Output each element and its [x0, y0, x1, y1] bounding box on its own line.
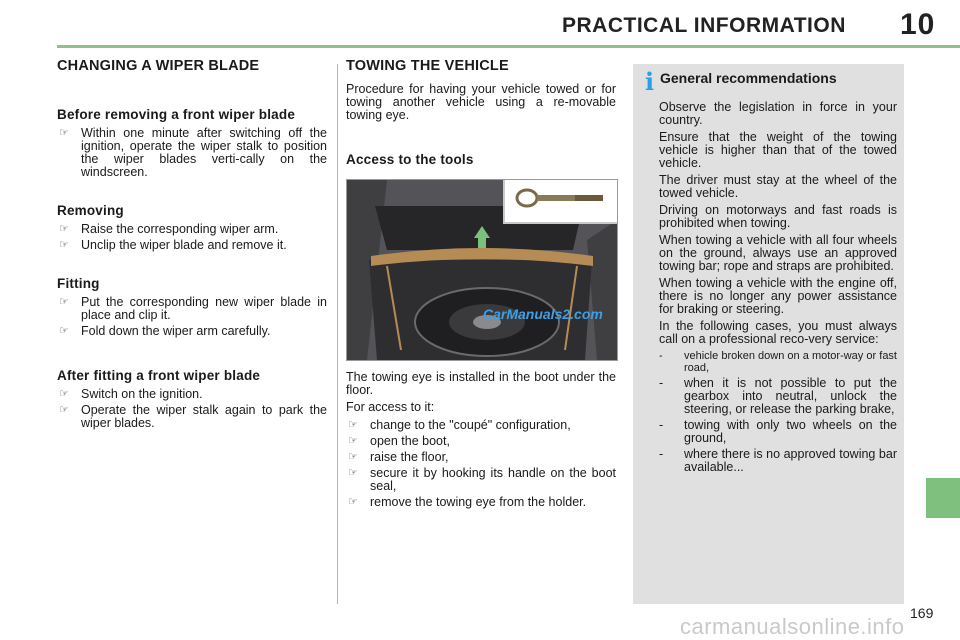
- info-icon: i: [645, 67, 655, 96]
- recommendation-paragraph: In the following cases, you must always call on a professional reco-very service:: [659, 319, 897, 346]
- fitting-heading: Fitting: [57, 276, 100, 291]
- access-steps-list: [346, 419, 616, 509]
- towing-eye-icon: [505, 180, 617, 222]
- list-item: ☞ raise the floor,: [348, 450, 449, 464]
- list-item: ☞ Put the corresponding new wiper blade in place and clip it.: [59, 295, 327, 322]
- pointing-hand-icon: ☞: [59, 388, 69, 400]
- access-intro: For access to it:: [346, 400, 435, 414]
- pointing-hand-icon: ☞: [348, 435, 358, 447]
- list-item: - when it is not possible to put the gearbox into neutral, unlock the steering, or release the parking brake,: [659, 376, 897, 416]
- wiper-column: [57, 60, 327, 433]
- chapter-side-tab: [926, 478, 960, 518]
- pointing-hand-icon: ☞: [59, 223, 69, 235]
- list-item: ☞ Switch on the ignition.: [59, 387, 203, 401]
- list-item: ☞ Within one minute after switching off the ignition, operate the wiper stalk to position the wiper blades verti-cally on the windscreen.: [59, 126, 327, 179]
- page-header-title: PRACTICAL INFORMATION: [562, 14, 846, 37]
- list-item: ☞ remove the towing eye from the holder.: [348, 495, 587, 509]
- recommendation-paragraph: Observe the legislation in force in your country.: [659, 100, 897, 127]
- removing-heading: Removing: [57, 203, 124, 218]
- header-rule: [57, 45, 960, 48]
- after-fitting-list: [57, 388, 327, 430]
- pointing-hand-icon: ☞: [59, 127, 69, 139]
- list-item: ☞ Raise the corresponding wiper arm.: [59, 222, 279, 236]
- recommendations-box: [633, 64, 904, 604]
- pointing-hand-icon: ☞: [59, 239, 69, 251]
- pointing-hand-icon: ☞: [59, 296, 69, 308]
- list-item: - towing with only two wheels on the ground,: [659, 418, 897, 445]
- pointing-hand-icon: ☞: [59, 404, 69, 416]
- list-item: ☞ secure it by hooking its handle on the boot seal,: [348, 466, 616, 493]
- pointing-hand-icon: ☞: [348, 496, 358, 508]
- chapter-number: 10: [900, 8, 936, 41]
- recommendation-paragraph: When towing a vehicle with the engine off, there is no longer any power assistance for braking or steering.: [659, 276, 897, 316]
- before-removing-list: [57, 127, 327, 179]
- footer-watermark: carmanualsonline.info: [680, 614, 905, 639]
- towing-section-title: TOWING THE VEHICLE: [346, 58, 509, 74]
- fitting-list: [57, 296, 327, 338]
- photo-watermark: CarManuals2.com: [483, 306, 603, 322]
- recovery-cases-list: [656, 350, 897, 474]
- list-item: ☞ Fold down the wiper arm carefully.: [59, 324, 271, 338]
- wiper-section-title: CHANGING A WIPER BLADE: [57, 58, 260, 74]
- recommendation-paragraph: When towing a vehicle with all four wheels on the ground, always use an approved towing bar; rope and straps are prohibited.: [659, 233, 897, 273]
- boot-photo: [346, 179, 618, 361]
- towing-eye-inset: [503, 180, 617, 224]
- list-item: ☞ Unclip the wiper blade and remove it.: [59, 238, 287, 252]
- column-divider: [337, 64, 338, 604]
- recommendations-content: [656, 72, 897, 477]
- pointing-hand-icon: ☞: [59, 325, 69, 337]
- towing-column: [346, 60, 616, 512]
- after-fitting-heading: After fitting a front wiper blade: [57, 368, 261, 383]
- recommendation-paragraph: Driving on motorways and fast roads is prohibited when towing.: [659, 203, 897, 230]
- before-removing-heading: Before removing a front wiper blade: [57, 107, 296, 122]
- page-number: 169: [910, 605, 934, 621]
- pointing-hand-icon: ☞: [348, 419, 358, 431]
- recommendations-title: General recommendations: [660, 70, 837, 86]
- pointing-hand-icon: ☞: [348, 451, 358, 463]
- access-tools-heading: Access to the tools: [346, 152, 474, 167]
- list-item: ☞ change to the "coupé" configuration,: [348, 418, 571, 432]
- recommendation-paragraph: The driver must stay at the wheel of the towed vehicle.: [659, 173, 897, 200]
- towing-eye-location: The towing eye is installed in the boot under the floor.: [346, 370, 616, 397]
- pointing-hand-icon: ☞: [348, 467, 358, 479]
- list-item: - vehicle broken down on a motor-way or fast road,: [659, 350, 897, 374]
- removing-list: [57, 223, 327, 252]
- list-item: - where there is no approved towing bar available...: [659, 447, 897, 474]
- list-item: ☞ open the boot,: [348, 434, 450, 448]
- towing-intro: Procedure for having your vehicle towed or for towing another vehicle using a re-movable towing eye.: [346, 82, 616, 122]
- list-item: ☞ Operate the wiper stalk again to park the wiper blades.: [59, 403, 327, 430]
- recommendation-paragraph: Ensure that the weight of the towing vehicle is higher than that of the towed vehicle.: [659, 130, 897, 170]
